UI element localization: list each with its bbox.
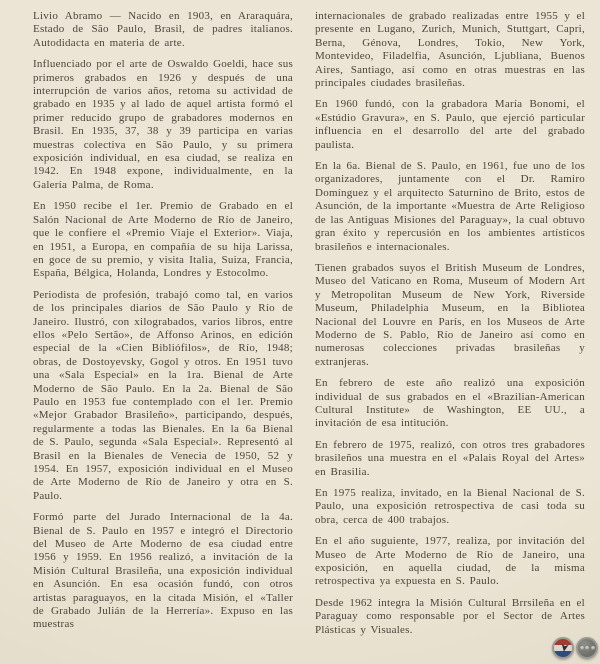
paraguay-flag-button[interactable] xyxy=(552,637,574,659)
more-options-button[interactable] xyxy=(576,637,598,659)
left-text-column xyxy=(33,10,293,632)
paragraph: Formó parte del Jurado Internacional de la 4a. Bienal de S. Paulo en 1957 e integró el Directorio del Museo de Arte Moderno de esa ciudad entre 1956 y 1959. En 1956 realizó, a invitación de la Misión Cultural Brasileña, una exposición individual en Asunción. En esa ocasión fundó, con otros artistas paraguayos, en la citada Misión, el «Taller de Grabado Julián de la Herrería». Expuso en las muestras xyxy=(33,511,293,631)
paragraph: internacionales de grabado realizadas entre 1955 y el presente en Lugano, Zurich, Munich, Stuttgart, Capri, Berna, Génova, Londres, Tokio, New York, Montevideo, Filadelfia, Asunción, Ljubliana, Buenos Aires, Santiago, así como en otras muestras en las principales ciudades brasileñas. xyxy=(315,10,585,90)
paragraph: En 1975 realiza, invitado, en la Bienal Nacional de S. Paulo, una exposición retrospectiva de casi toda su obra, cerca de 400 trabajos. xyxy=(315,487,585,526)
ellipsis-dot-icon xyxy=(591,646,595,650)
paragraph: Influenciado por el arte de Oswaldo Goeldi, hace sus primeros grabados en 1926 y después de una interrupción de varios años, retoma su actividad de grabado en 1935 y al lado de aquel artista formó el primer reducido grupo de grabadores modernos en Brasil. En 1935, 37, 38 y 39 participa en varias muestras colectiva en São Paulo, y su primera exposición individual, en esa ciudad, se realiza en 1942. En 1948 expone, individualmente, en la Galería Palma, de Roma. xyxy=(33,58,293,191)
paragraph: Tienen grabados suyos el British Museum de Londres, Museo del Vaticano en Roma, Museum of Modern Art y Metropolitan Museum de New York, Riverside Museum, Philadelphia Museum, en la Bibliotea Nacional del Louvre en París, en los Museos de Arte Moderno de S. Pablo, Río de Janeiro así como en numerosas colecciones privadas brasileñas y extranjeras. xyxy=(315,261,585,368)
paragraph: En febrero de 1975, realizó, con otros tres grabadores brasileños una muestra en el «Palais Royal del Artes» en Brasilia. xyxy=(315,438,585,478)
paragraph: Desde 1962 integra la Misión Cultural Brrsileña en el Paraguay como responsable por el Sector de Artes Plásticas y Visuales. xyxy=(315,596,585,636)
paragraph: En febrero de este año realizó una exposición individual de sus grabados en el «Brazilian-American Cultural Institute» de Washington, EE UU., a invitación de esa intitución. xyxy=(315,377,585,430)
ellipsis-dot-icon xyxy=(580,646,584,650)
paragraph: En el año suguiente, 1977, realiza, por invitación del Museo de Arte Moderno de Río de Janeiro, una exposición, en aquella ciudad, de la misma retrospectiva ya expuesta en S. Paulo. xyxy=(315,535,585,588)
cursor-icon: ➤ xyxy=(557,642,571,654)
overlay-buttons xyxy=(552,637,598,659)
right-text-column xyxy=(315,10,585,637)
paragraph: Livio Abramo — Nacido en 1903, en Araraquára, Estado de São Paulo, Brasil, de padres italianos. Autodidacta en materia de arte. xyxy=(33,10,293,49)
ellipsis-dot-icon xyxy=(585,646,589,650)
paragraph: Periodista de profesión, trabajó como tal, en varios de los principales diarios de São Paulo y Río de Janeiro. Ilustró, con xilograbados, varios libros, entre ellos «Pelo Sertão», de Affonso Arinos, en edición especial de la «Cien Bibliófilos», de Río, 1948; obras, de Dostoyevsky, Gogol y otros. En 1951 tuvo una «Sala Especial» en la 1ra. Bienal de Arte Moderno de São Paulo. En la 2a. Bienal de São Paulo en 1953 fue contemplado con el 1er. Premio «Mejor Grabador Brasileño», participando, después, regularmente a todas las Bienales. En la 6a Bienal de S. Paulo, segunda «Sala Especial». Representó al Brasil en la Bienales de Venecia de 1950, 52 y 1954. En 1957, exposición individual en el Museo de Arte Moderno de Río de Janeiro y otra en S. Paulo. xyxy=(33,288,293,502)
paragraph: En la 6a. Bienal de S. Paulo, en 1961, fue uno de los organizadores, juntamente con el Dr. Ramiro Domínguez y el arquitecto Saturnino de Brito, estos de Asunción, de la importante «Muestra de Arte Religioso de las Antiguas Misiones del Paraguay», la cual obtuvo gran éxito y repercusión en los ambientes artísticos brasileños e internacionales. xyxy=(315,160,585,253)
paragraph: En 1950 recibe el 1er. Premio de Grabado en el Salón Nacional de Arte Moderno de Río de Janeiro, que le confiere el «Premio Viaje el Exterior». Viaja, en 1951, a Europa, en compañía de su hija Larissa, en goce de su premio, y visita Italia, Suiza, Francia, España, Bélgica, Holanda, Londres y Estocolmo. xyxy=(33,200,293,280)
paragraph: En 1960 fundó, con la grabadora María Bonomi, el «Estúdio Gravura», en S. Paulo, que ejerció particular influencia en el desarrollo del arte del grabado paulista. xyxy=(315,98,585,151)
